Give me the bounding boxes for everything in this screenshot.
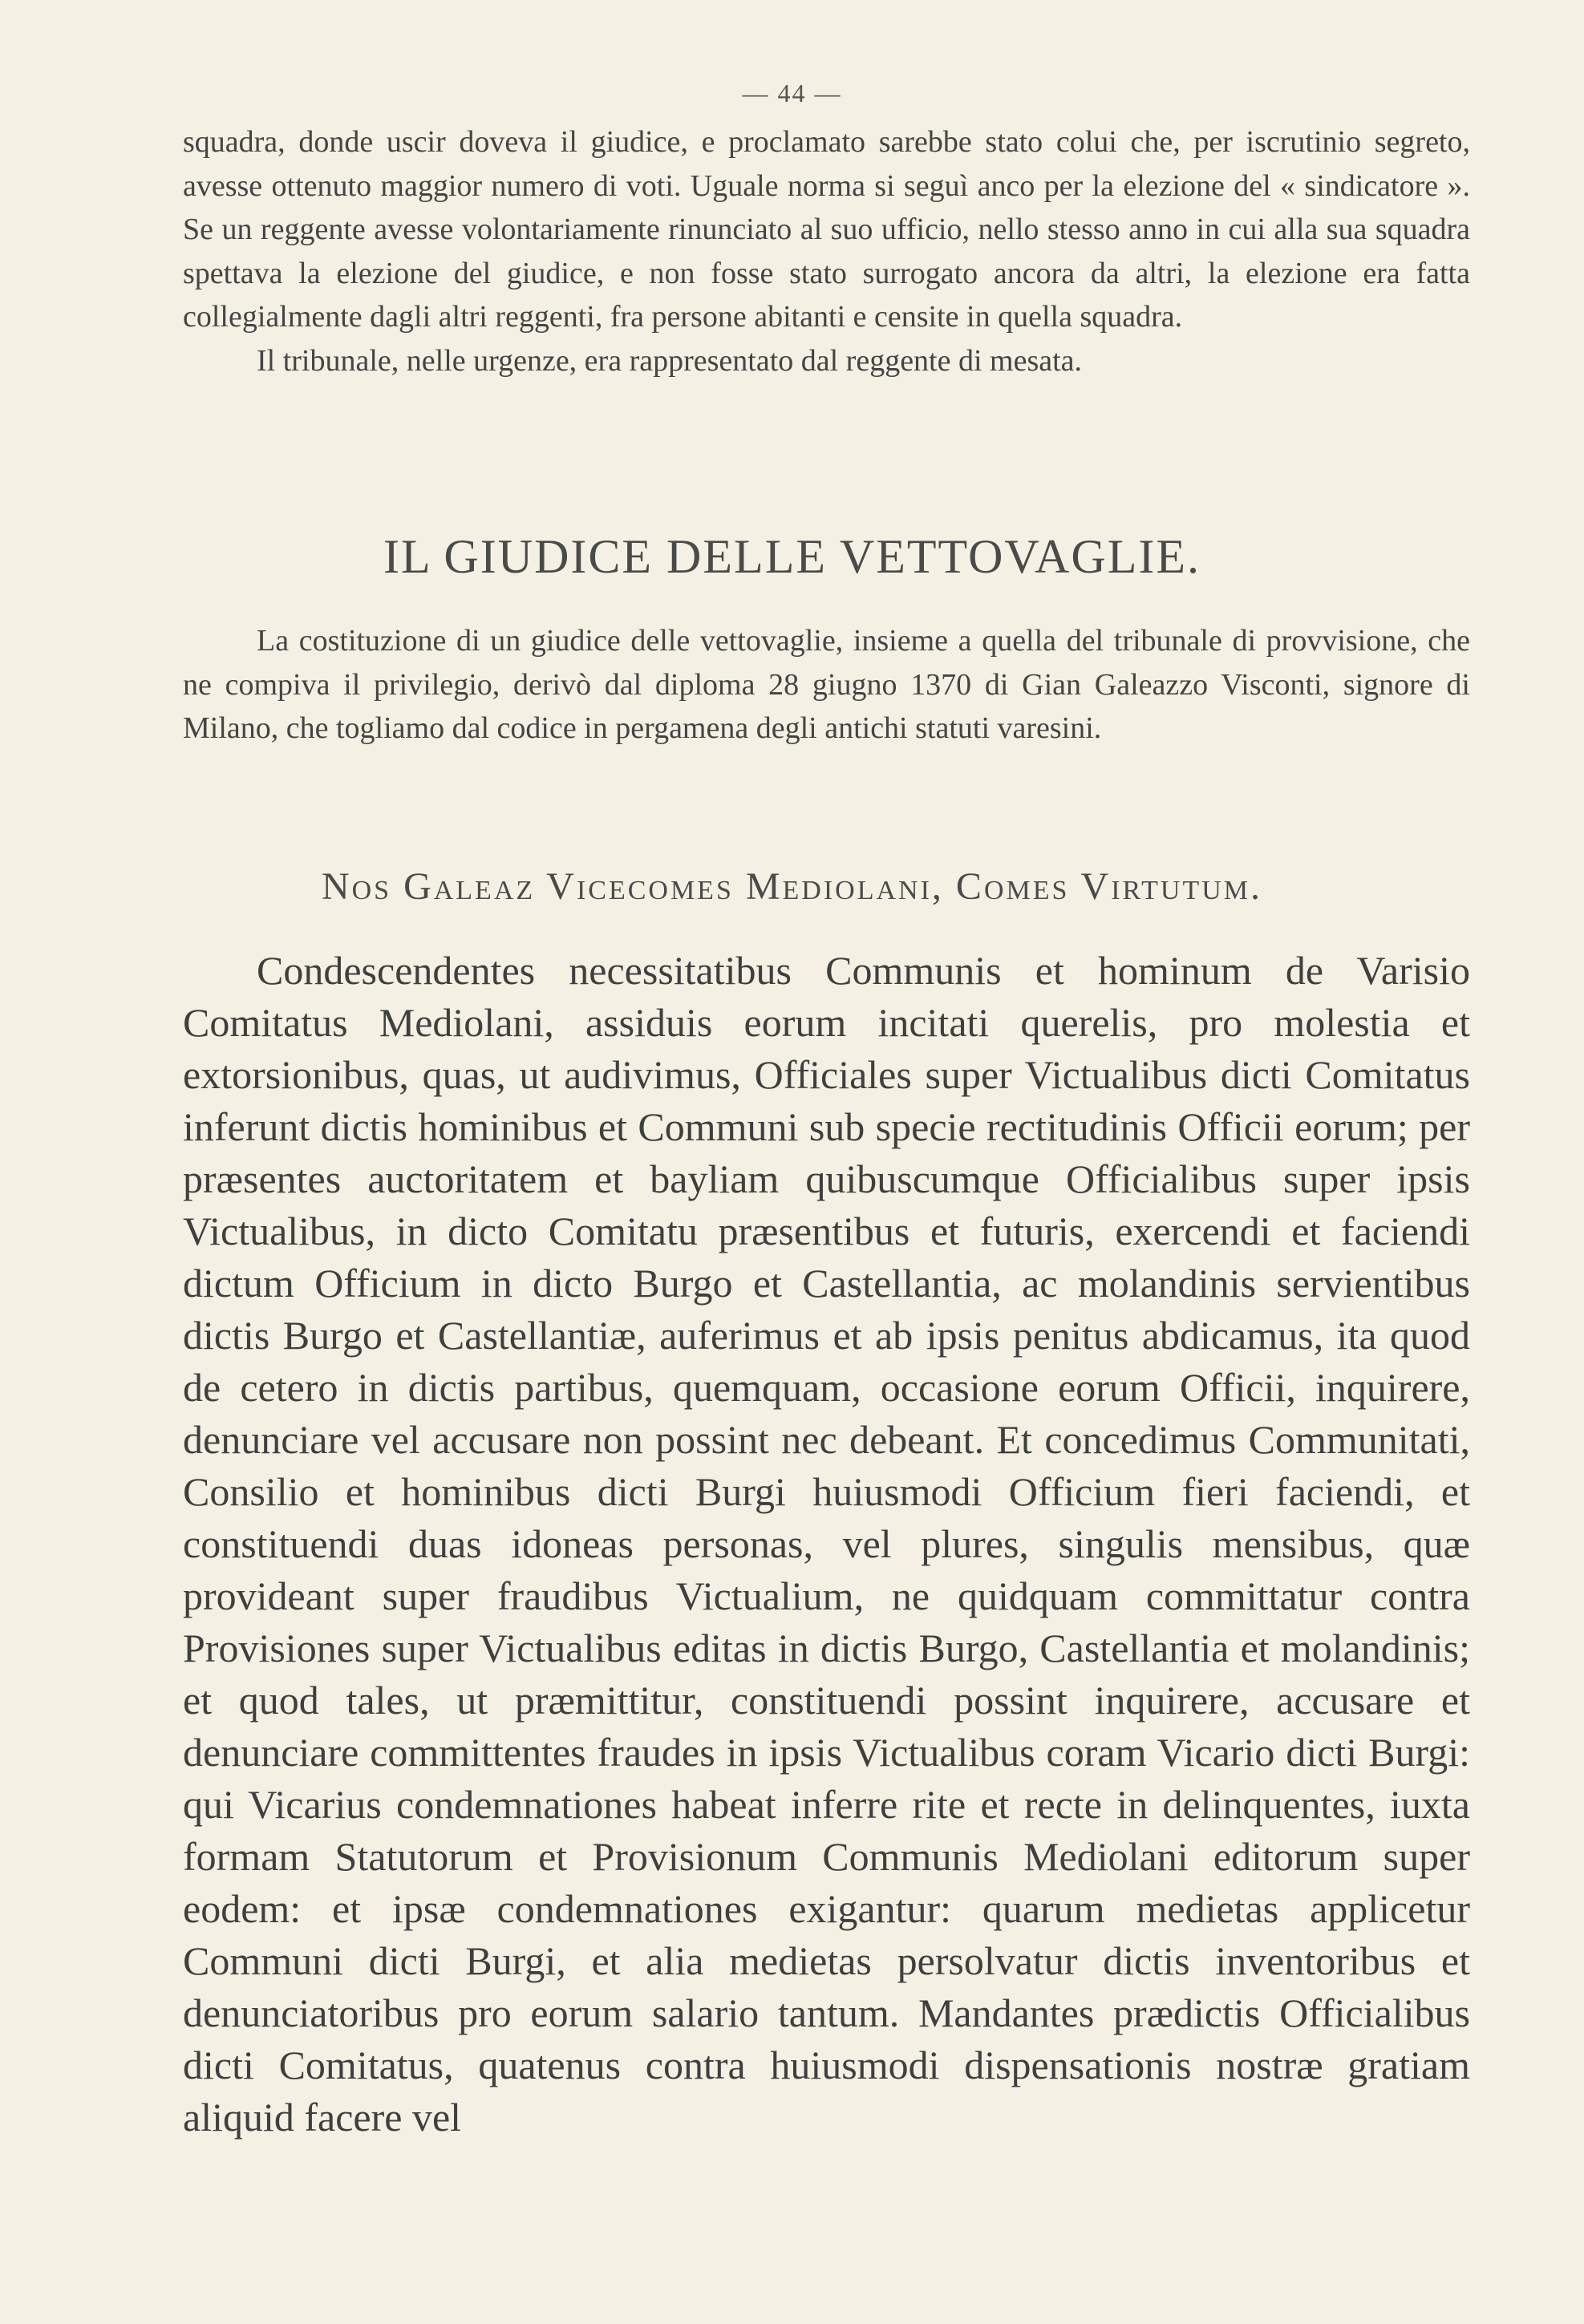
intro-paragraph-2: Il tribunale, nelle urgenze, era rappresentato dal reggente di mesata.	[257, 343, 1083, 378]
section-body-paragraph: La costituzione di un giudice delle vettovaglie, insieme a quella del tribunale di provvisione, che ne compiva il privilegio, derivò dal diploma 28 giugno 1370 di Gian Galeazzo Visconti, signore di Milano, che togliamo dal codice in pergamena degli antichi statuti varesini.	[183, 624, 1470, 745]
section-heading: IL GIUDICE DELLE VETTOVAGLIE.	[383, 530, 1201, 583]
intro-paragraph-1: squadra, donde uscir doveva il giudice, e proclamato sarebbe stato colui che, per iscrutinio segreto, avesse ottenuto maggior numero di voti. Uguale norma si seguì anco per la elezione del « sindicatore ». Se un reggente avesse volontariamente rinunciato al suo ufficio, nello stesso anno in cui alla sua squadra spettava la elezione del giudice, e non fosse stato surrogato ancora da altri, la elezione era fatta collegialmente dagli altri reggenti, fra persone abitanti e censite in quella squadra.	[183, 125, 1470, 334]
decree-text: Condescendentes necessitatibus Communis et hominum de Varisio Comitatus Mediolani, assiduis eorum incitati querelis, pro molestia et extorsionibus, quas, ut audivimus, Officiales super Victualibus dicti Comitatus inferunt dictis hominibus et Communi sub specie rectitudinis Officii eorum; per præsentes auctoritatem et bayliam quibuscumque Officialibus super ipsis Victualibus, in dicto Comitatu præsentibus et futuris, exercendi et faciendi dictum Officium in dicto Burgo et Castellantia, ac molandinis servientibus dictis Burgo et Castellantiæ, auferimus et ab ipsis penitus abdicamus, ita quod de cetero in dictis partibus, quemquam, occasione eorum Officii, inquirere, denunciare vel accusare non possint nec debeant. Et concedimus Communitati, Consilio et hominibus dicti Burgi huiusmodi Officium fieri faciendi, et constituendi duas idoneas personas, vel plures, singulis mensibus, quæ provideant super fraudibus Victualium, ne quidquam committatur contra Provisiones super Victualibus editas in dictis Burgo, Castellantia et molandinis; et quod tales, ut præmittitur, constituendi possint inquirere, accusare et denunciare committentes fraudes in ipsis Victualibus coram Vicario dicti Burgi: qui Vicarius condemnationes habeat inferre rite et recte in delinquentes, iuxta formam Statutorum et Provisionum Communis Mediolani editorum super eodem: et ipsæ condemnationes exigantur: quarum medietas applicetur Communi dicti Burgi, et alia medietas persolvatur dictis inventoribus et denunciatoribus pro eorum salario tantum. Mandantes prædictis Officialibus dicti Comitatus, quatenus contra huiusmodi dispensationis nostræ gratiam aliquid facere vel	[183, 948, 1470, 2140]
page-number: — 44 —	[742, 79, 842, 107]
decree-heading: Nos Galeaz Vicecomes Mediolani, Comes Virtutum.	[321, 865, 1263, 908]
intro-text-block	[183, 120, 1470, 383]
